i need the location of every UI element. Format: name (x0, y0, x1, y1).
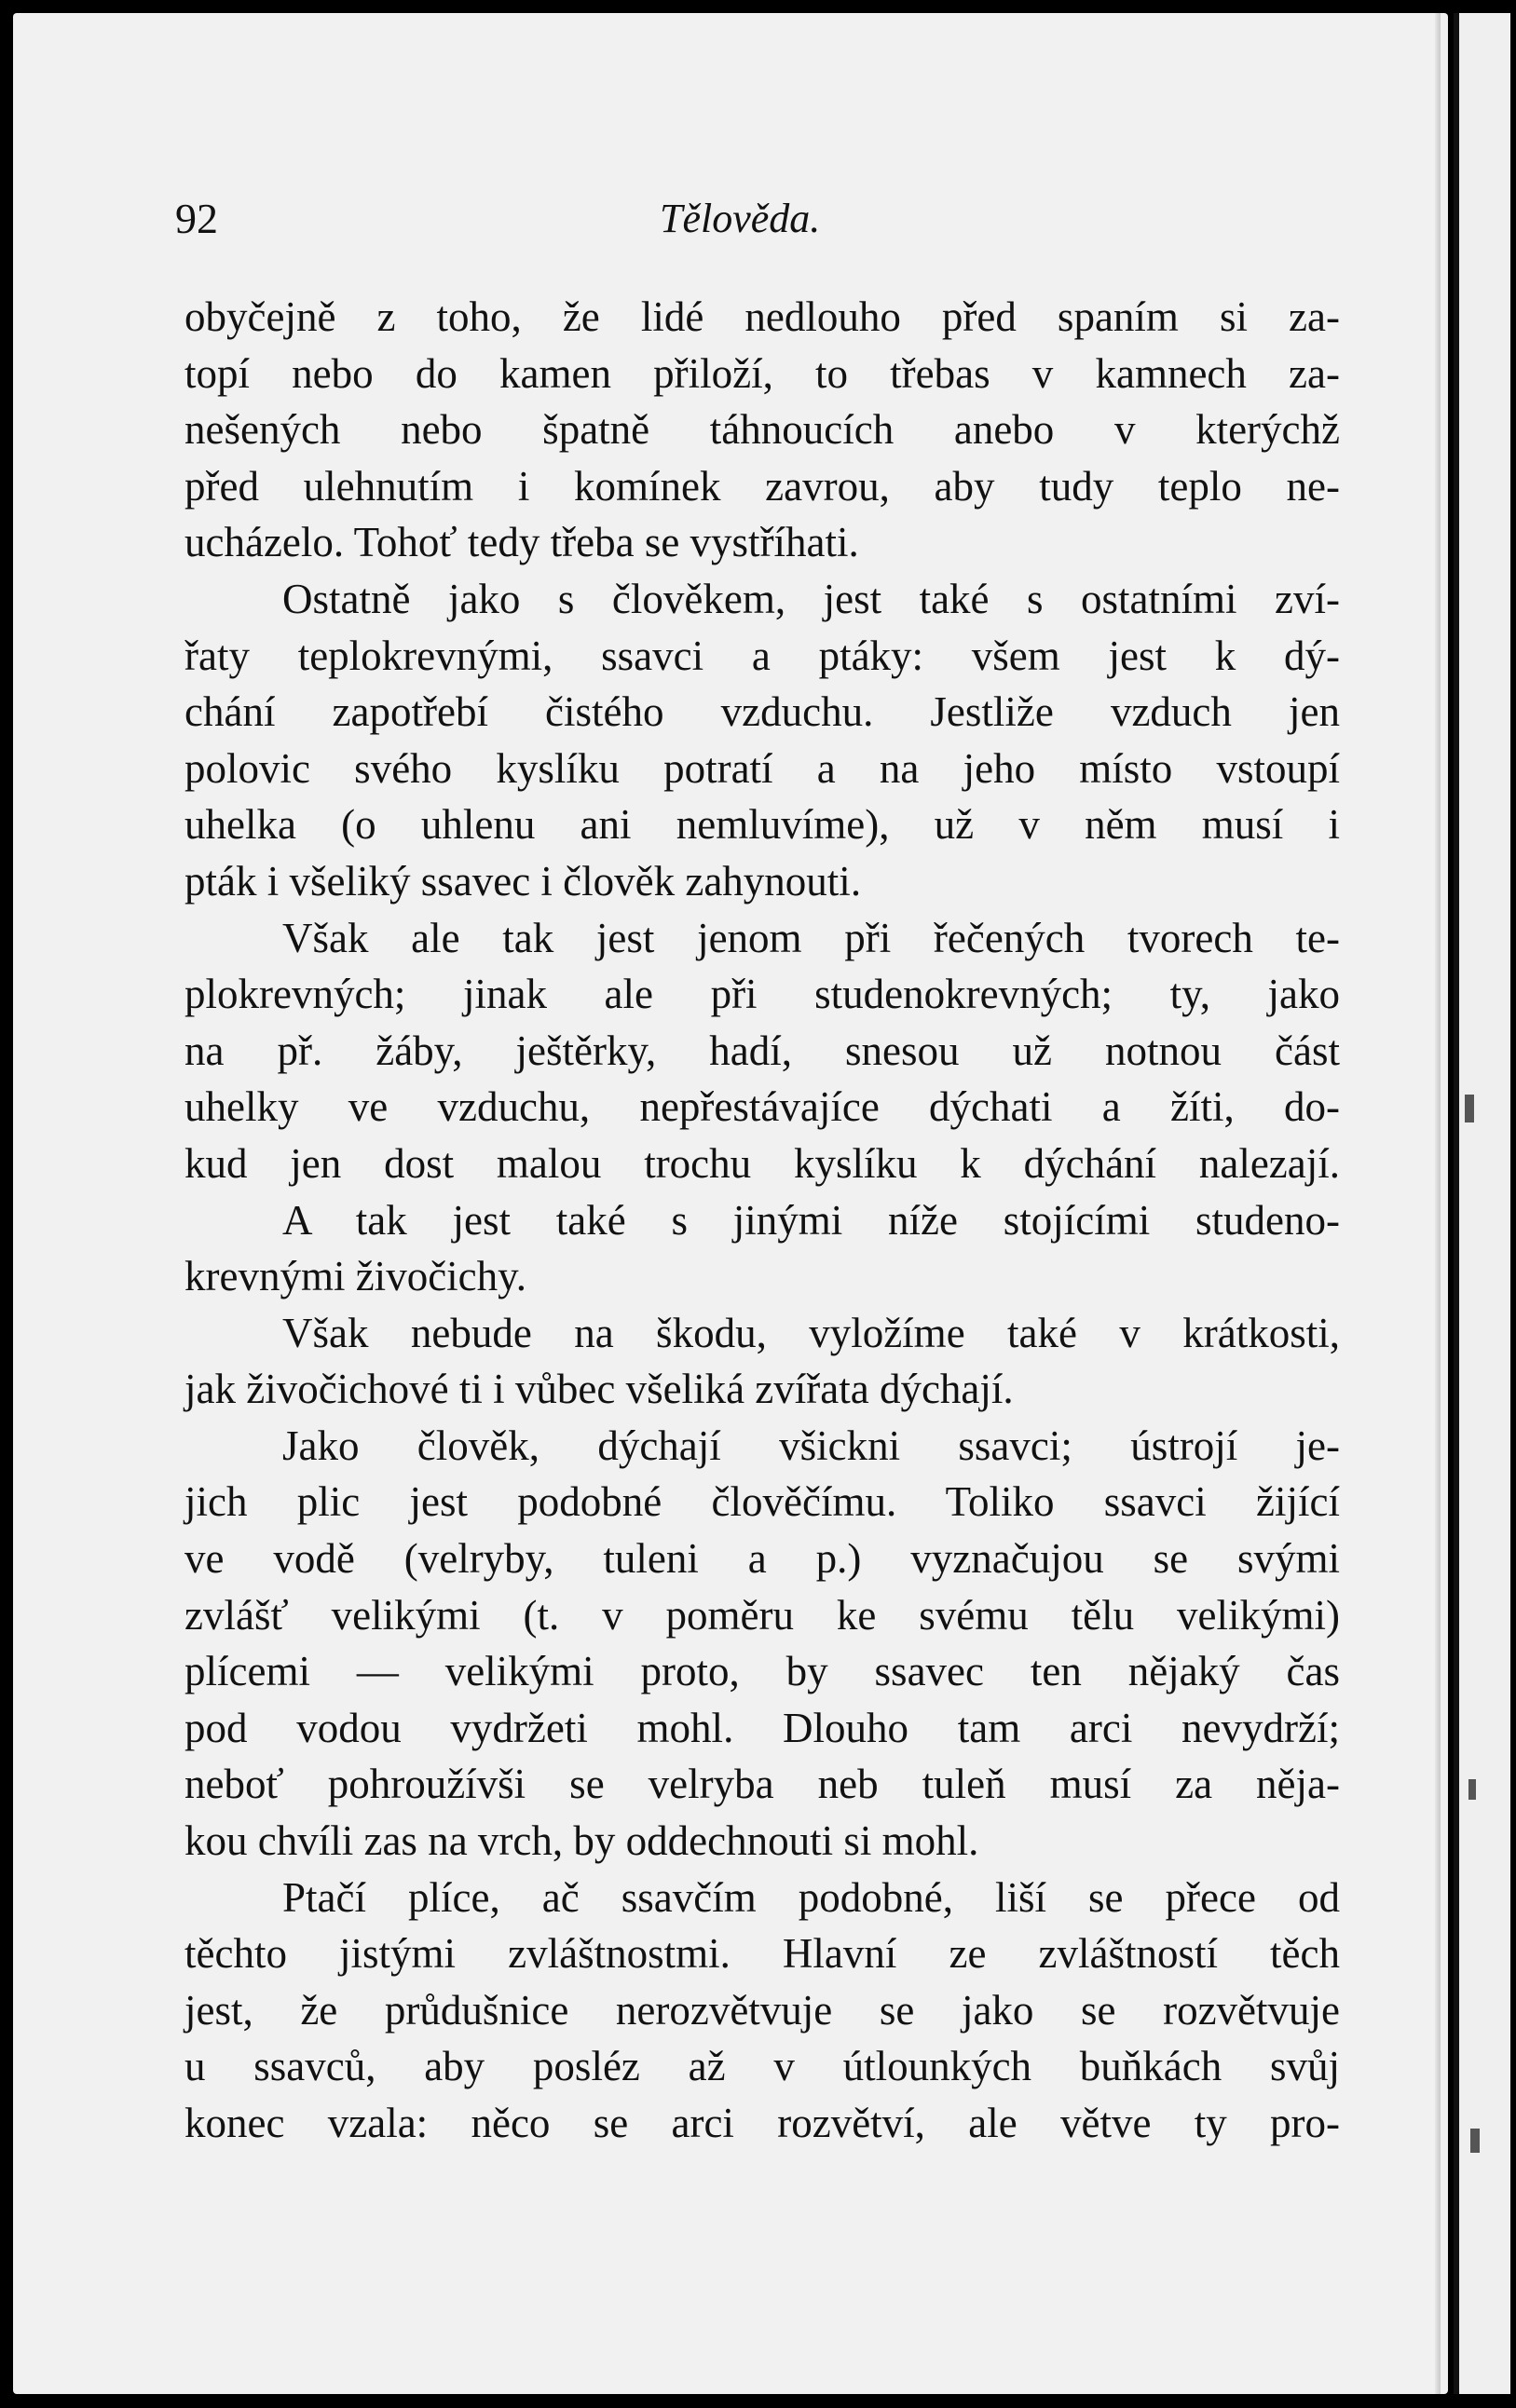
paragraph-start-line: Však nebude na škodu, vyložíme také v krátkosti, (282, 1309, 1340, 1356)
text-line: pod vodou vydržeti mohl. Dlouho tam arci nevydrží; (184, 1704, 1340, 1751)
text-line: kou chvíli zas na vrch, by oddechnouti si mohl. (184, 1817, 979, 1865)
binding-mark (1465, 1095, 1474, 1122)
text-line: obyčejně z toho, že lidé nedlouho před spaním si za- (184, 293, 1340, 340)
text-line: na př. žáby, ještěrky, hadí, snesou už notnou část (184, 1027, 1340, 1074)
text-line: nešených nebo špatně táhnoucích anebo v kterýchž (184, 406, 1340, 454)
text-line: ucházelo. Tohoť tedy třeba se vystříhati. (184, 519, 859, 566)
text-line: ve vodě (velryby, tuleni a p.) vyznačujou se svými (184, 1535, 1340, 1583)
text-line: krevnými živočichy. (184, 1253, 526, 1300)
paragraph-start-line: Jako člověk, dýchají všickni ssavci; ústrojí je- (282, 1422, 1340, 1469)
paragraph-start-line: A tak jest také s jinými níže stojícími studeno- (282, 1196, 1340, 1244)
text-line: řaty teplokrevnými, ssavci a ptáky: všem jest k dý- (184, 632, 1340, 679)
text-line: uhelka (o uhlenu ani nemluvíme), už v něm musí i (184, 801, 1340, 849)
paragraph-start-line: Však ale tak jest jenom při řečených tvorech te- (282, 914, 1340, 961)
adjacent-page-strip (1454, 13, 1510, 2394)
text-line: jest, že průdušnice nerozvětvuje se jako se rozvětvuje (184, 1986, 1340, 2034)
text-line: neboť pohroužívši se velryba neb tuleň musí za něja- (184, 1761, 1340, 1808)
text-line: konec vzala: něco se arci rozvětví, ale větve ty pro- (184, 2100, 1340, 2146)
text-line: chání zapotřebí čistého vzduchu. Jestliže vzduch jen (184, 688, 1340, 736)
text-line: jich plic jest podobné člověčímu. Toliko ssavci žijící (184, 1478, 1340, 1526)
text-line: plícemi — velikými proto, by ssavec ten nějaký čas (184, 1648, 1340, 1695)
text-line: plokrevných; jinak ale při studenokrevných; ty, jako (184, 971, 1340, 1018)
page-number: 92 (175, 195, 218, 242)
text-line: zvlášť velikými (t. v poměru ke svému tělu velikými) (184, 1591, 1340, 1639)
text-line: těchto jistými zvláštnostmi. Hlavní ze zvláštností těch (184, 1930, 1340, 1978)
text-line: uhelky ve vzduchu, nepřestávajíce dýchati a žíti, do- (184, 1083, 1340, 1131)
body-text (184, 289, 1340, 2152)
text-line: před ulehnutím i komínek zavrou, aby tudy teplo ne- (184, 462, 1340, 510)
binding-mark (1468, 1779, 1476, 1800)
text-line: u ssavců, aby posléz až v útlounkých buňkách svůj (184, 2043, 1340, 2090)
page-header (175, 191, 1340, 247)
running-head-title: Tělověda. (660, 196, 821, 241)
text-line: pták i všeliký ssavec i člověk zahynouti. (184, 857, 862, 905)
text-line: topí nebo do kamen přiloží, to třebas v kamnech za- (184, 349, 1340, 397)
text-line: polovic svého kyslíku potratí a na jeho místo vstoupí (184, 744, 1340, 792)
paragraph-start-line: Ostatně jako s člověkem, jest také s ostatními zví- (282, 575, 1340, 622)
paragraph-start-line: Ptačí plíce, ač ssavčím podobné, liší se přece od (282, 1873, 1340, 1921)
text-line: jak živočichové ti i vůbec všeliká zvířata dýchají. (184, 1366, 1014, 1413)
text-line: kud jen dost malou trochu kyslíku k dýchání nalezají. (184, 1139, 1340, 1187)
binding-mark (1470, 2129, 1480, 2153)
page-edge-shadow (1435, 13, 1441, 2394)
